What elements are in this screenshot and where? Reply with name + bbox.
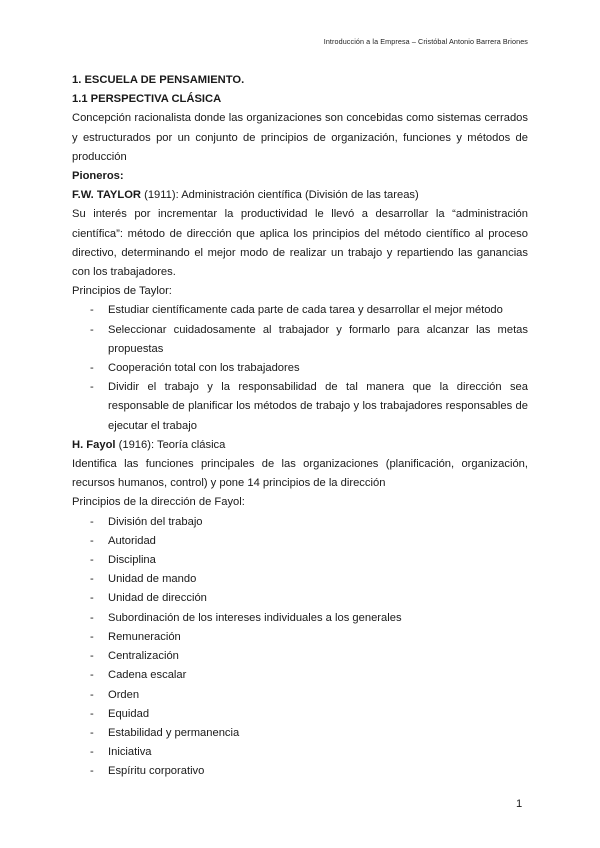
page-number: 1 bbox=[516, 798, 523, 810]
list-item: - Centralización bbox=[72, 647, 528, 666]
list-item: - Remuneración bbox=[72, 628, 528, 647]
page-content bbox=[72, 71, 528, 782]
bullet-dash: - bbox=[90, 515, 94, 528]
bullet-dash: - bbox=[90, 381, 94, 394]
taylor-heading bbox=[72, 186, 528, 205]
bullet-dash: - bbox=[90, 707, 94, 720]
list-item: - Cooperación total con los trabajadores bbox=[72, 359, 528, 378]
bullet-dash: - bbox=[90, 746, 94, 759]
bullet-dash: - bbox=[90, 323, 94, 336]
list-item: - Unidad de dirección bbox=[72, 589, 528, 608]
list-item: - Seleccionar cuidadosamente al trabajador y formarlo para alcanzar las metas propuestas bbox=[72, 321, 528, 359]
bullet-dash: - bbox=[90, 592, 94, 605]
bullet-dash: - bbox=[90, 554, 94, 567]
bullet-dash: - bbox=[90, 726, 94, 739]
intro-paragraph: Concepción racionalista donde las organizaciones son concebidas como sistemas cerrados y estructurados por un conjunto de principios de organización, funciones y métodos de producción bbox=[72, 112, 528, 163]
list-item: - Equidad bbox=[72, 705, 528, 724]
list-item: - Orden bbox=[72, 686, 528, 705]
list-item: - Unidad de mando bbox=[72, 570, 528, 589]
list-item: - Dividir el trabajo y la responsabilidad de tal manera que la dirección sea responsable de planificar los métodos de trabajo y los trabajadores responsables de ejecutar el trabajo bbox=[72, 378, 528, 436]
list-item: - Subordinación de los intereses individuales a los generales bbox=[72, 609, 528, 628]
taylor-description: Su interés por incrementar la productividad le llevó a desarrollar la “administración científica”: método de dirección que aplica los principios del método científico al proceso directivo, determinando el mejor modo de realizar un trabajo y repartiendo las ganancias con los trabajadores. bbox=[72, 208, 528, 279]
fayol-name: H. Fayol bbox=[72, 438, 116, 451]
fayol-description: Identifica las funciones principales de las organizaciones (planificación, organización, recursos humanos, control) y pone 14 principios de la dirección bbox=[72, 458, 528, 490]
bullet-dash: - bbox=[90, 534, 94, 547]
pioneros-heading: Pioneros: bbox=[72, 170, 124, 183]
running-header: Introducción a la Empresa – Cristóbal Antonio Barrera Briones bbox=[323, 37, 528, 46]
taylor-heading-rest: (1911): Administración científica (División de las tareas) bbox=[141, 189, 419, 202]
bullet-dash: - bbox=[90, 765, 94, 778]
taylor-principles-list bbox=[72, 301, 528, 435]
bullet-dash: - bbox=[90, 650, 94, 663]
bullet-dash: - bbox=[90, 304, 94, 317]
list-item: - Estudiar científicamente cada parte de cada tarea y desarrollar el mejor método bbox=[72, 301, 528, 320]
list-item: - Estabilidad y permanencia bbox=[72, 724, 528, 743]
list-item: - Cadena escalar bbox=[72, 666, 528, 685]
bullet-dash: - bbox=[90, 573, 94, 586]
taylor-principles-title: Principios de Taylor: bbox=[72, 285, 172, 298]
fayol-heading-rest: (1916): Teoría clásica bbox=[115, 438, 226, 451]
list-item: - Espíritu corporativo bbox=[72, 762, 528, 781]
subsection-heading: 1.1 PERSPECTIVA CLÁSICA bbox=[72, 93, 222, 106]
bullet-dash: - bbox=[90, 688, 94, 701]
fayol-principles-list bbox=[72, 513, 528, 782]
bullet-dash: - bbox=[90, 669, 94, 682]
section-heading: 1. ESCUELA DE PENSAMIENTO. bbox=[72, 74, 245, 86]
list-item: - Iniciativa bbox=[72, 743, 528, 762]
list-item: - Disciplina bbox=[72, 551, 528, 570]
list-item: - Autoridad bbox=[72, 532, 528, 551]
fayol-heading bbox=[72, 436, 528, 455]
list-item: - División del trabajo bbox=[72, 513, 528, 532]
fayol-principles-title: Principios de la dirección de Fayol: bbox=[72, 496, 245, 509]
bullet-dash: - bbox=[90, 362, 94, 375]
bullet-dash: - bbox=[90, 611, 94, 624]
taylor-name: F.W. TAYLOR bbox=[72, 189, 141, 202]
bullet-dash: - bbox=[90, 630, 94, 643]
